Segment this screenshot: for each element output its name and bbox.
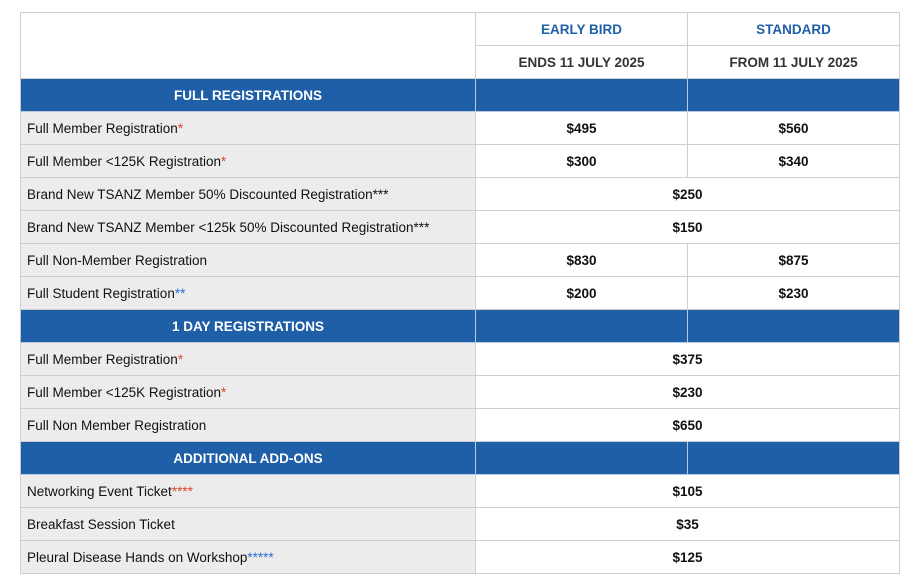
footnote-marker: **: [174, 285, 186, 301]
section-title: ADDITIONAL ADD-ONS: [21, 442, 476, 475]
row-label: Full Student Registration**: [21, 277, 476, 310]
table-row: [21, 475, 900, 508]
flat-price: $250: [476, 178, 900, 211]
registration-pricing-table: [20, 12, 900, 574]
row-label: Full Member Registration*: [21, 343, 476, 376]
flat-price: $230: [476, 376, 900, 409]
section-filler: [688, 442, 900, 475]
row-label: Full Member <125K Registration*: [21, 376, 476, 409]
section-title: 1 DAY REGISTRATIONS: [21, 310, 476, 343]
section-filler: [688, 79, 900, 112]
section-filler: [476, 442, 688, 475]
section-one-day-registrations: [21, 310, 900, 343]
flat-price: $105: [476, 475, 900, 508]
standard-price: $560: [688, 112, 900, 145]
footnote-marker: *: [220, 384, 227, 400]
section-filler: [688, 310, 900, 343]
row-label: Pleural Disease Hands on Workshop*****: [21, 541, 476, 574]
flat-price: $125: [476, 541, 900, 574]
standard-header: STANDARD: [688, 13, 900, 46]
early-bird-price: $830: [476, 244, 688, 277]
section-filler: [476, 79, 688, 112]
flat-price: $150: [476, 211, 900, 244]
table-row: [21, 541, 900, 574]
footnote-marker: ****: [171, 483, 193, 499]
standard-price: $230: [688, 277, 900, 310]
early-bird-price: $495: [476, 112, 688, 145]
row-label: Full Member <125K Registration*: [21, 145, 476, 178]
table-row: [21, 376, 900, 409]
table-row: [21, 508, 900, 541]
table-row: [21, 178, 900, 211]
flat-price: $375: [476, 343, 900, 376]
table-row: [21, 112, 900, 145]
row-label: Breakfast Session Ticket: [21, 508, 476, 541]
table-row: [21, 277, 900, 310]
table-row: [21, 211, 900, 244]
section-additional-add-ons: [21, 442, 900, 475]
footnote-marker: *****: [247, 549, 274, 565]
flat-price: $35: [476, 508, 900, 541]
footnote-marker: *: [220, 153, 227, 169]
row-label: Full Non Member Registration: [21, 409, 476, 442]
standard-date: FROM 11 JULY 2025: [688, 46, 900, 79]
table-row: [21, 343, 900, 376]
row-label: Full Non-Member Registration: [21, 244, 476, 277]
early-bird-header: EARLY BIRD: [476, 13, 688, 46]
early-bird-date: ENDS 11 JULY 2025: [476, 46, 688, 79]
early-bird-price: $200: [476, 277, 688, 310]
row-label: Full Member Registration*: [21, 112, 476, 145]
table-row: [21, 145, 900, 178]
header-blank-cell: [21, 13, 476, 79]
section-title: FULL REGISTRATIONS: [21, 79, 476, 112]
section-full-registrations: [21, 79, 900, 112]
pricing-table-container: [20, 12, 900, 574]
row-label: Networking Event Ticket****: [21, 475, 476, 508]
section-filler: [476, 310, 688, 343]
row-label: Brand New TSANZ Member <125k 50% Discounted Registration***: [21, 211, 476, 244]
footnote-marker: *: [177, 120, 184, 136]
table-row: [21, 409, 900, 442]
standard-price: $340: [688, 145, 900, 178]
header-row-tiers: [21, 13, 900, 46]
early-bird-price: $300: [476, 145, 688, 178]
footnote-marker: *: [177, 351, 184, 367]
table-row: [21, 244, 900, 277]
flat-price: $650: [476, 409, 900, 442]
row-label: Brand New TSANZ Member 50% Discounted Registration***: [21, 178, 476, 211]
standard-price: $875: [688, 244, 900, 277]
